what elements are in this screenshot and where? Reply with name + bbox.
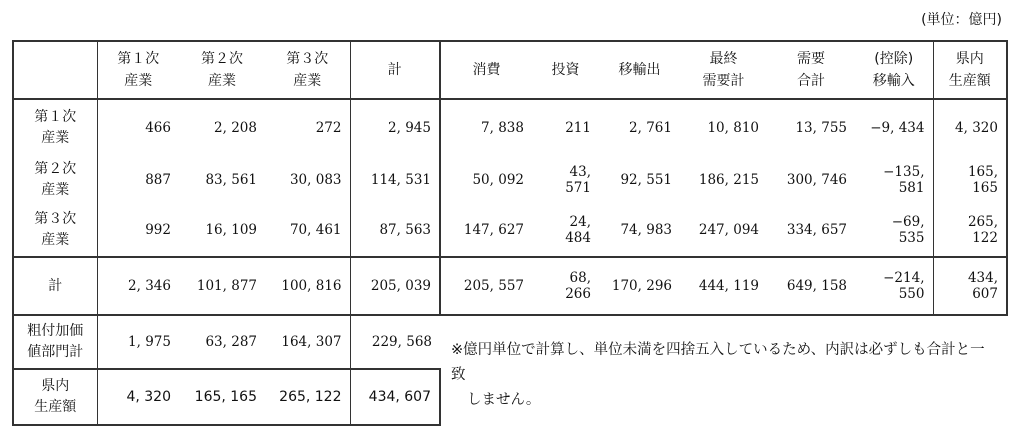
- table-cell: 434, 607: [933, 257, 1007, 315]
- table-cell: 334, 657: [786, 222, 847, 238]
- header-investment: 投資: [532, 41, 599, 99]
- table-cell: 2, 945: [350, 99, 440, 156]
- table-cell: 101, 877: [179, 257, 265, 315]
- table-cell: 434, 607: [350, 369, 440, 425]
- table-cell: 444, 119: [680, 257, 767, 315]
- table-cell: 68, 266: [532, 257, 599, 315]
- table-cell: 247, 094: [698, 222, 759, 238]
- table-cell: 229, 568: [350, 315, 440, 369]
- table-cell: 2, 346: [97, 257, 179, 315]
- header-final-demand: 最終 需要計: [680, 41, 767, 99]
- table-cell: 211: [565, 120, 591, 136]
- table-cell: 164, 307: [281, 334, 342, 350]
- table-cell: 147, 627: [440, 204, 532, 257]
- table-cell: 70, 461: [289, 222, 342, 238]
- row-label: 第３次 産業: [13, 204, 97, 257]
- table-cell: 4, 320: [933, 99, 1007, 156]
- table-cell: 466: [97, 99, 179, 156]
- table-cell: −69, 535: [891, 214, 925, 246]
- header-row: [13, 41, 1007, 99]
- table-cell: 265, 122: [933, 204, 1007, 257]
- table-cell: 205, 557: [440, 257, 532, 315]
- footnote: ※億円単位で計算し、単位未満を四捨五入しているため、内訳は必ずしも合計と一致 しません。: [451, 342, 985, 408]
- table-cell: 265, 122: [265, 369, 350, 425]
- table-cell: 1, 975: [97, 315, 179, 369]
- header-total-demand: 需要 合計: [767, 41, 855, 99]
- header-consumption: 消費: [440, 41, 532, 99]
- table-cell: 83, 561: [205, 172, 257, 188]
- table-cell: 87, 563: [350, 204, 440, 257]
- table-cell: 13, 755: [795, 120, 847, 136]
- table-cell: 205, 039: [350, 257, 440, 315]
- header-corner: [13, 41, 97, 99]
- table-cell: 50, 092: [440, 156, 532, 204]
- row-label: 計: [13, 257, 97, 315]
- table-cell: 16, 109: [205, 222, 257, 238]
- table-cell: 114, 531: [350, 156, 440, 204]
- table-cell: 7, 838: [440, 99, 532, 156]
- table-cell: 165, 165: [933, 156, 1007, 204]
- row-label: 第１次 産業: [13, 99, 97, 156]
- table-row-total: [13, 257, 1007, 315]
- table-cell: −135, 581: [883, 164, 925, 196]
- input-output-table: [12, 40, 1008, 426]
- table-row-secondary: [13, 156, 1007, 204]
- table-cell: 170, 296: [599, 257, 680, 315]
- table-cell: −9, 434: [870, 120, 925, 136]
- unit-label: (単位：億円): [921, 12, 1002, 28]
- table-cell: 100, 816: [265, 257, 350, 315]
- header-tertiary-industry: 第３次 産業: [265, 41, 350, 99]
- table-cell: 74, 983: [620, 222, 672, 238]
- header-total: 計: [350, 41, 440, 99]
- table-cell: 10, 810: [707, 120, 759, 136]
- table-cell: 30, 083: [289, 172, 342, 188]
- table-cell: 63, 287: [205, 334, 257, 350]
- table-cell: 272: [315, 120, 342, 136]
- table-row-primary: [13, 99, 1007, 156]
- table-cell: 2, 761: [629, 120, 672, 136]
- table-cell: 186, 215: [698, 172, 759, 188]
- header-output: 県内 生産額: [933, 41, 1007, 99]
- table-cell: 649, 158: [767, 257, 855, 315]
- row-label: 県内 生産額: [13, 369, 97, 425]
- table-cell: 4, 320: [97, 369, 179, 425]
- header-imports: (控除) 移輸入: [855, 41, 933, 99]
- table-row-tertiary: [13, 204, 1007, 257]
- header-secondary-industry: 第２次 産業: [179, 41, 265, 99]
- table-cell: −214, 550: [855, 257, 933, 315]
- row-label: 粗付加価 値部門計: [13, 315, 97, 369]
- row-label: 第２次 産業: [13, 156, 97, 204]
- table-row-gross-value-added: [13, 315, 1007, 369]
- table-cell: 300, 746: [786, 172, 847, 188]
- table-cell: 92, 551: [620, 172, 672, 188]
- header-primary-industry: 第１次 産業: [97, 41, 179, 99]
- table-cell: 43, 571: [565, 164, 591, 196]
- table-cell: 2, 208: [214, 120, 257, 136]
- table-cell: 24, 484: [565, 214, 591, 246]
- table-cell: 992: [97, 204, 179, 257]
- table-cell: 165, 165: [179, 369, 265, 425]
- header-exports: 移輸出: [599, 41, 680, 99]
- table-cell: 887: [97, 156, 179, 204]
